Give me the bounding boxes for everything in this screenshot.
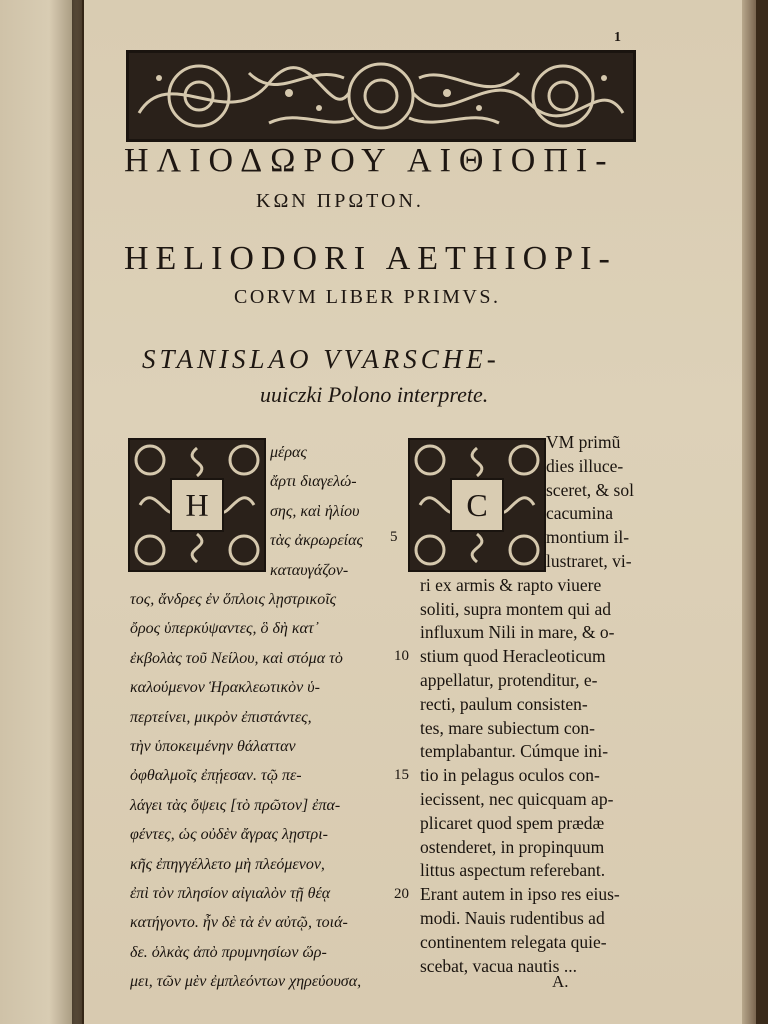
latin-text-line: ri ex armis & rapto viuere	[420, 574, 602, 595]
latin-text-line: appellatur, protenditur, e-	[420, 670, 598, 690]
greek-text-line: κῆς ἐπηγγέλλετο μὴ πλεόμενον,	[130, 855, 325, 873]
line-number: 20	[394, 886, 409, 903]
line-number: 5	[390, 529, 398, 546]
greek-text-line: ἐπὶ τὸν πλησίον αἰγιαλὸν τῇ θέᾳ	[130, 885, 331, 902]
greek-text-line: τος, ἄνδρες ἐν ὅπλοις λῃστρικοῖς	[130, 591, 337, 608]
latin-text-line: continentem relegata quie-	[420, 931, 607, 952]
greek-text-line: τὴν ὑποκειμένην θάλατταν	[130, 738, 296, 755]
latin-text-line: tes, mare subiectum con-	[420, 717, 595, 738]
latin-text-line: ostenderet, in propinquum	[420, 836, 605, 857]
greek-text-line: τὰς ἀκρωρείας	[270, 532, 363, 550]
latin-text-line: sceret, & sol	[546, 479, 634, 500]
latin-text-line: soliti, supra montem qui ad	[420, 598, 612, 619]
page-number: 1	[614, 30, 621, 45]
translator-line-1: STANISLAO VVARSCHE-	[142, 344, 500, 374]
latin-text-line: stium quod Heracleoticum	[420, 646, 606, 667]
dropcap-letter: C	[450, 478, 504, 532]
latin-text-line: iecissent, nec quicquam ap-	[420, 789, 614, 809]
latin-text-line: recti, paulum consisten-	[420, 693, 588, 714]
signature-mark: A.	[552, 972, 569, 991]
latin-text-line: templabantur. Cúmque ini-	[420, 741, 609, 762]
translator-line-2: uuiczki Polono interprete.	[260, 382, 489, 407]
latin-text-line: influxum Nili in mare, & o-	[420, 622, 615, 643]
greek-text-line: φέντες, ὡς οὐδὲν ἄγρας λῃστρι-	[130, 826, 328, 844]
line-number: 10	[394, 648, 409, 665]
greek-text-line: καλούμενον Ἡρακλεωτικὸν ὑ-	[130, 679, 320, 697]
latin-text-line: montium il-	[546, 527, 630, 548]
latin-text-line: plicaret quod spem prædæ	[420, 812, 605, 833]
line-number: 15	[394, 767, 409, 784]
dropcap-letter: Η	[170, 478, 224, 532]
greek-text-line: περτείνει, μικρὸν ἐπιστάντες,	[130, 708, 312, 726]
page-fore-edge	[742, 0, 756, 1024]
greek-text-line: ὀφθαλμοῖς ἐπῄεσαν. τῷ πε-	[130, 767, 302, 785]
greek-text-line: ἄρτι διαγελώ-	[270, 473, 357, 491]
latin-text-line: modi. Nauis rudentibus ad	[420, 908, 605, 928]
greek-text-line: ἐκβολὰς τοῦ Νείλου, καὶ στόμα τὸ	[130, 649, 343, 667]
latin-text-line: littus aspectum referebant.	[420, 860, 606, 881]
greek-text-line: λάγει τὰς ὄψεις [τὸ πρῶτον] ἐπα-	[130, 796, 341, 814]
book-page	[84, 0, 756, 1024]
greek-text-line: σης, καὶ ἡλίου	[270, 502, 360, 520]
greek-text-line: ὄρος ὑπερκύψαντες, ὃ δὴ κατ᾽	[130, 620, 320, 638]
latin-text-line: cacumina	[546, 503, 614, 524]
facing-page-edge	[0, 0, 82, 1024]
greek-text-line: μέρας	[270, 444, 307, 461]
greek-text-line: μει, τῶν μὲν ἐμπλεόντων χηρεύουσα,	[130, 973, 362, 991]
latin-text-line: lustraret, vi-	[546, 551, 632, 571]
latin-title-line-2: CORVM LIBER PRIMVS.	[234, 286, 501, 308]
latin-text-line: VM primũ	[546, 432, 621, 452]
latin-text-line: dies illuce-	[546, 455, 624, 476]
latin-text-line: scebat, vacua nautis ...	[420, 955, 577, 976]
greek-text-line: καταυγάζον-	[270, 561, 349, 579]
greek-text-line: κατήγοντο. ἦν δὲ τὰ ἐν αὐτῷ, τοιά-	[130, 914, 348, 932]
greek-text-line: δε. ὁλκὰς ἀπὸ πρυμνησίων ὥρ-	[130, 943, 327, 961]
latin-title-line-1: HELIODORI AETHIOPI-	[124, 240, 617, 277]
ornamental-headpiece	[126, 50, 636, 142]
latin-text-line: tio in pelagus oculos con-	[420, 765, 600, 786]
latin-text-line: Erant autem in ipso res eius-	[420, 884, 620, 905]
headpiece-ornament-graphic	[129, 53, 633, 139]
latin-dropcap	[408, 438, 546, 572]
greek-title-line-1: ΗΛΙΟΔΩΡΟΥ ΑΙΘΙΟΠΙ-	[124, 142, 615, 179]
greek-title-line-2: ΚΩΝ ΠΡΩΤΟΝ.	[256, 190, 424, 212]
greek-dropcap	[128, 438, 266, 572]
